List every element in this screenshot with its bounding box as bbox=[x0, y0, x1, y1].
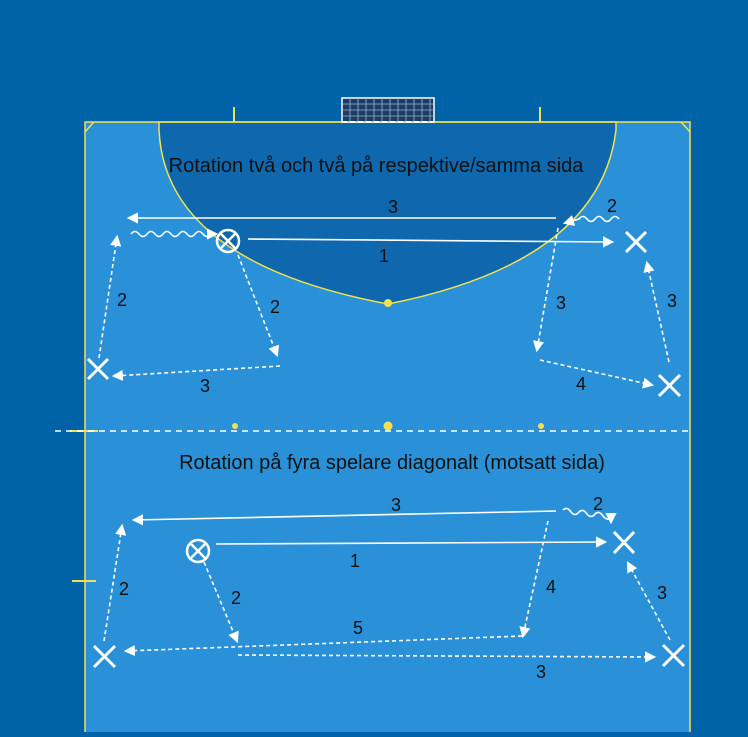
arrow-label: 1 bbox=[378, 246, 390, 266]
court-dot bbox=[384, 299, 392, 307]
arrow-label: 2 bbox=[269, 297, 281, 317]
court-dot bbox=[232, 423, 238, 429]
arrow-label: 2 bbox=[118, 579, 130, 599]
arrow-label: 1 bbox=[349, 551, 361, 571]
goal-net-icon bbox=[342, 98, 434, 122]
arrow-label: 2 bbox=[606, 196, 618, 216]
arrow-label: 3 bbox=[199, 376, 211, 396]
arrow-label: 3 bbox=[666, 291, 678, 311]
arrow-label: 5 bbox=[352, 618, 364, 638]
arrow-label: 4 bbox=[575, 374, 587, 394]
section-1-title: Rotation två och två på respektive/samma sida bbox=[168, 155, 584, 177]
court-dot bbox=[538, 423, 544, 429]
arrow-label: 2 bbox=[592, 494, 604, 514]
court-dot bbox=[384, 422, 393, 431]
arrow-label: 2 bbox=[230, 588, 242, 608]
section-2-title: Rotation på fyra spelare diagonalt (motsatt sida) bbox=[179, 452, 605, 474]
arrow-label: 3 bbox=[535, 662, 547, 682]
arrow-label: 4 bbox=[545, 577, 557, 597]
arrow-label: 2 bbox=[116, 290, 128, 310]
arrow-label: 3 bbox=[656, 583, 668, 603]
arrow-label: 3 bbox=[387, 197, 399, 217]
arrow-label: 3 bbox=[555, 293, 567, 313]
arrow-label: 3 bbox=[390, 495, 402, 515]
